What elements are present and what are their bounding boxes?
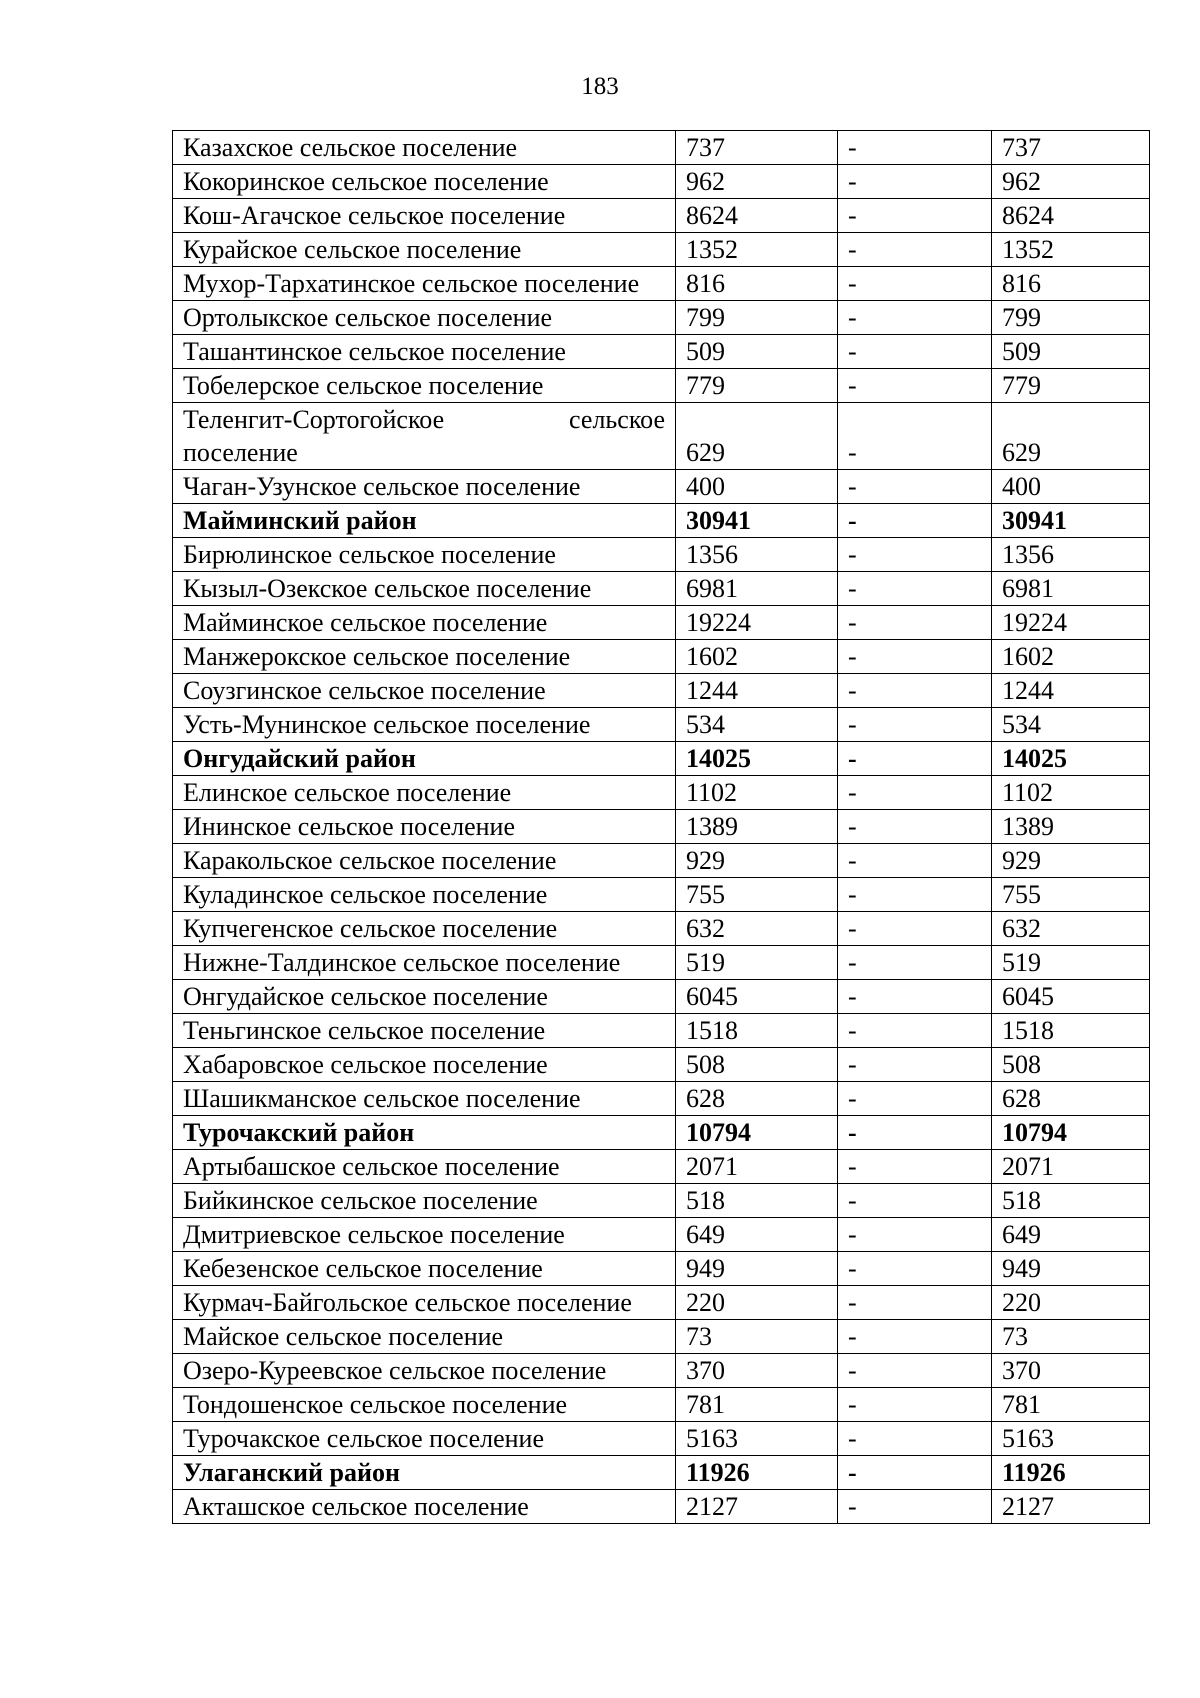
value-cell-b: - [838, 810, 992, 844]
value-cell-a: 755 [676, 878, 838, 912]
value-cell-a: 949 [676, 1252, 838, 1286]
page-number: 183 [581, 73, 619, 100]
name-cell: Курмач-Байгольское сельское поселение [173, 1286, 676, 1320]
table-row [173, 810, 1150, 844]
value-cell-b: - [838, 199, 992, 233]
value-cell-a: 370 [676, 1354, 838, 1388]
value-cell-c: 30941 [992, 504, 1150, 538]
table-row [173, 369, 1150, 403]
value-cell-b: - [838, 1116, 992, 1150]
table-row [173, 980, 1150, 1014]
value-cell-a: 779 [676, 369, 838, 403]
value-cell-a: 962 [676, 165, 838, 199]
value-cell-a: 632 [676, 912, 838, 946]
name-cell: Артыбашское сельское поселение [173, 1150, 676, 1184]
value-cell-b: - [838, 640, 992, 674]
table-row [173, 1388, 1150, 1422]
value-cell-c: 962 [992, 165, 1150, 199]
table-row [173, 233, 1150, 267]
table-row [173, 1184, 1150, 1218]
value-cell-c: 400 [992, 470, 1150, 504]
name-cell: Майминское сельское поселение [173, 606, 676, 640]
value-cell-a: 508 [676, 1048, 838, 1082]
table-row [173, 606, 1150, 640]
name-cell: Бирюлинское сельское поселение [173, 538, 676, 572]
name-cell: Усть-Мунинское сельское поселение [173, 708, 676, 742]
district-row [173, 504, 1150, 538]
table-row [173, 335, 1150, 369]
value-cell-a: 14025 [676, 742, 838, 776]
value-cell-b: - [838, 233, 992, 267]
value-cell-c: 2071 [992, 1150, 1150, 1184]
table-body [173, 131, 1150, 1524]
table-row [173, 1218, 1150, 1252]
value-cell-b: - [838, 708, 992, 742]
value-cell-c: 14025 [992, 742, 1150, 776]
value-cell-a: 1602 [676, 640, 838, 674]
value-cell-b: - [838, 1150, 992, 1184]
value-cell-a: 799 [676, 301, 838, 335]
table-row [173, 1320, 1150, 1354]
value-cell-c: 781 [992, 1388, 1150, 1422]
value-cell-a: 816 [676, 267, 838, 301]
value-cell-b: - [838, 844, 992, 878]
value-cell-a: 518 [676, 1184, 838, 1218]
value-cell-a: 781 [676, 1388, 838, 1422]
value-cell-b: - [838, 1252, 992, 1286]
value-cell-c: 929 [992, 844, 1150, 878]
table-row [173, 1082, 1150, 1116]
name-cell: Тобелерское сельское поселение [173, 369, 676, 403]
table-row [173, 301, 1150, 335]
name-cell: Дмитриевское сельское поселение [173, 1218, 676, 1252]
value-cell-b: - [838, 538, 992, 572]
table-row [173, 1014, 1150, 1048]
value-cell-a: 10794 [676, 1116, 838, 1150]
value-cell-c: 508 [992, 1048, 1150, 1082]
value-cell-a: 5163 [676, 1422, 838, 1456]
table-row [173, 878, 1150, 912]
value-cell-a: 519 [676, 946, 838, 980]
value-cell-a: 19224 [676, 606, 838, 640]
table-row [173, 1354, 1150, 1388]
value-cell-c: 737 [992, 131, 1150, 165]
table-row [173, 776, 1150, 810]
value-cell-c: 632 [992, 912, 1150, 946]
name-cell: Кош-Агачское сельское поселение [173, 199, 676, 233]
value-cell-c: 518 [992, 1184, 1150, 1218]
value-cell-a: 509 [676, 335, 838, 369]
table-row [173, 470, 1150, 504]
table-row [173, 538, 1150, 572]
name-cell: Казахское сельское поселение [173, 131, 676, 165]
table-row [173, 403, 1150, 470]
name-cell: Теленгит-Сортогойское сельское поселение [173, 403, 676, 470]
name-cell: Озеро-Куреевское сельское поселение [173, 1354, 676, 1388]
name-cell: Онгудайский район [173, 742, 676, 776]
name-cell: Мухор-Тархатинское сельское поселение [173, 267, 676, 301]
value-cell-c: 799 [992, 301, 1150, 335]
value-cell-c: 73 [992, 1320, 1150, 1354]
district-row [173, 1116, 1150, 1150]
value-cell-c: 1102 [992, 776, 1150, 810]
value-cell-b: - [838, 1218, 992, 1252]
value-cell-b: - [838, 1388, 992, 1422]
value-cell-b: - [838, 878, 992, 912]
name-cell: Нижне-Талдинское сельское поселение [173, 946, 676, 980]
value-cell-c: 816 [992, 267, 1150, 301]
name-cell: Улаганский район [173, 1456, 676, 1490]
value-cell-c: 370 [992, 1354, 1150, 1388]
value-cell-c: 5163 [992, 1422, 1150, 1456]
value-cell-b: - [838, 504, 992, 538]
value-cell-b: - [838, 1490, 992, 1524]
value-cell-a: 400 [676, 470, 838, 504]
value-cell-a: 1356 [676, 538, 838, 572]
name-cell: Каракольское сельское поселение [173, 844, 676, 878]
value-cell-a: 649 [676, 1218, 838, 1252]
table-row [173, 640, 1150, 674]
value-cell-b: - [838, 1354, 992, 1388]
value-cell-b: - [838, 165, 992, 199]
name-cell: Елинское сельское поселение [173, 776, 676, 810]
value-cell-c: 1244 [992, 674, 1150, 708]
name-cell: Ининское сельское поселение [173, 810, 676, 844]
value-cell-a: 1389 [676, 810, 838, 844]
name-cell: Чаган-Узунское сельское поселение [173, 470, 676, 504]
value-cell-b: - [838, 606, 992, 640]
value-cell-b: - [838, 742, 992, 776]
name-cell: Турочакское сельское поселение [173, 1422, 676, 1456]
name-cell: Теньгинское сельское поселение [173, 1014, 676, 1048]
value-cell-b: - [838, 572, 992, 606]
value-cell-c: 1518 [992, 1014, 1150, 1048]
value-cell-a: 629 [676, 403, 838, 470]
value-cell-b: - [838, 369, 992, 403]
value-cell-b: - [838, 946, 992, 980]
value-cell-c: 628 [992, 1082, 1150, 1116]
value-cell-c: 6981 [992, 572, 1150, 606]
value-cell-c: 1602 [992, 640, 1150, 674]
district-row [173, 742, 1150, 776]
value-cell-b: - [838, 776, 992, 810]
value-cell-c: 519 [992, 946, 1150, 980]
value-cell-b: - [838, 301, 992, 335]
name-cell: Кебезенское сельское поселение [173, 1252, 676, 1286]
value-cell-c: 2127 [992, 1490, 1150, 1524]
value-cell-c: 6045 [992, 980, 1150, 1014]
value-cell-b: - [838, 1082, 992, 1116]
name-cell: Кызыл-Озекское сельское поселение [173, 572, 676, 606]
name-cell: Манжерокское сельское поселение [173, 640, 676, 674]
name-cell: Ортолыкское сельское поселение [173, 301, 676, 335]
name-cell: Ташантинское сельское поселение [173, 335, 676, 369]
name-cell: Майское сельское поселение [173, 1320, 676, 1354]
value-cell-a: 6045 [676, 980, 838, 1014]
value-cell-a: 8624 [676, 199, 838, 233]
value-cell-c: 534 [992, 708, 1150, 742]
value-cell-a: 2071 [676, 1150, 838, 1184]
value-cell-c: 11926 [992, 1456, 1150, 1490]
value-cell-b: - [838, 1014, 992, 1048]
value-cell-b: - [838, 403, 992, 470]
table-row [173, 131, 1150, 165]
name-cell: Купчегенское сельское поселение [173, 912, 676, 946]
name-cell: Акташское сельское поселение [173, 1490, 676, 1524]
value-cell-b: - [838, 674, 992, 708]
value-cell-b: - [838, 1184, 992, 1218]
table-row [173, 1490, 1150, 1524]
district-row [173, 1456, 1150, 1490]
value-cell-a: 737 [676, 131, 838, 165]
value-cell-b: - [838, 912, 992, 946]
table-row [173, 267, 1150, 301]
population-table [172, 130, 1150, 1524]
value-cell-b: - [838, 267, 992, 301]
value-cell-a: 1102 [676, 776, 838, 810]
value-cell-b: - [838, 1048, 992, 1082]
name-cell: Хабаровское сельское поселение [173, 1048, 676, 1082]
table-row [173, 1048, 1150, 1082]
table-row [173, 199, 1150, 233]
value-cell-c: 629 [992, 403, 1150, 470]
value-cell-a: 628 [676, 1082, 838, 1116]
table-row [173, 674, 1150, 708]
table-row [173, 1422, 1150, 1456]
value-cell-c: 509 [992, 335, 1150, 369]
table-row [173, 912, 1150, 946]
name-cell: Шашикманское сельское поселение [173, 1082, 676, 1116]
value-cell-a: 220 [676, 1286, 838, 1320]
value-cell-b: - [838, 131, 992, 165]
value-cell-a: 73 [676, 1320, 838, 1354]
table-row [173, 165, 1150, 199]
value-cell-c: 949 [992, 1252, 1150, 1286]
table-row [173, 844, 1150, 878]
table-row [173, 1150, 1150, 1184]
value-cell-a: 1352 [676, 233, 838, 267]
value-cell-a: 6981 [676, 572, 838, 606]
value-cell-b: - [838, 1320, 992, 1354]
value-cell-c: 1352 [992, 233, 1150, 267]
value-cell-c: 1356 [992, 538, 1150, 572]
name-cell: Курайское сельское поселение [173, 233, 676, 267]
value-cell-a: 929 [676, 844, 838, 878]
value-cell-c: 649 [992, 1218, 1150, 1252]
value-cell-a: 1518 [676, 1014, 838, 1048]
value-cell-b: - [838, 1286, 992, 1320]
name-cell: Турочакский район [173, 1116, 676, 1150]
value-cell-c: 755 [992, 878, 1150, 912]
table-row [173, 946, 1150, 980]
value-cell-b: - [838, 470, 992, 504]
name-cell: Соузгинское сельское поселение [173, 674, 676, 708]
value-cell-c: 779 [992, 369, 1150, 403]
value-cell-b: - [838, 1456, 992, 1490]
table-row [173, 1252, 1150, 1286]
table-row [173, 1286, 1150, 1320]
value-cell-a: 534 [676, 708, 838, 742]
name-cell: Кокоринское сельское поселение [173, 165, 676, 199]
value-cell-a: 30941 [676, 504, 838, 538]
value-cell-b: - [838, 1422, 992, 1456]
value-cell-b: - [838, 980, 992, 1014]
table-row [173, 708, 1150, 742]
table-row [173, 572, 1150, 606]
name-cell: Майминский район [173, 504, 676, 538]
name-cell: Куладинское сельское поселение [173, 878, 676, 912]
value-cell-a: 11926 [676, 1456, 838, 1490]
value-cell-a: 2127 [676, 1490, 838, 1524]
value-cell-b: - [838, 335, 992, 369]
value-cell-c: 19224 [992, 606, 1150, 640]
value-cell-c: 8624 [992, 199, 1150, 233]
value-cell-c: 10794 [992, 1116, 1150, 1150]
name-cell: Онгудайское сельское поселение [173, 980, 676, 1014]
name-cell: Тондошенское сельское поселение [173, 1388, 676, 1422]
value-cell-c: 1389 [992, 810, 1150, 844]
name-cell: Бийкинское сельское поселение [173, 1184, 676, 1218]
value-cell-a: 1244 [676, 674, 838, 708]
value-cell-c: 220 [992, 1286, 1150, 1320]
